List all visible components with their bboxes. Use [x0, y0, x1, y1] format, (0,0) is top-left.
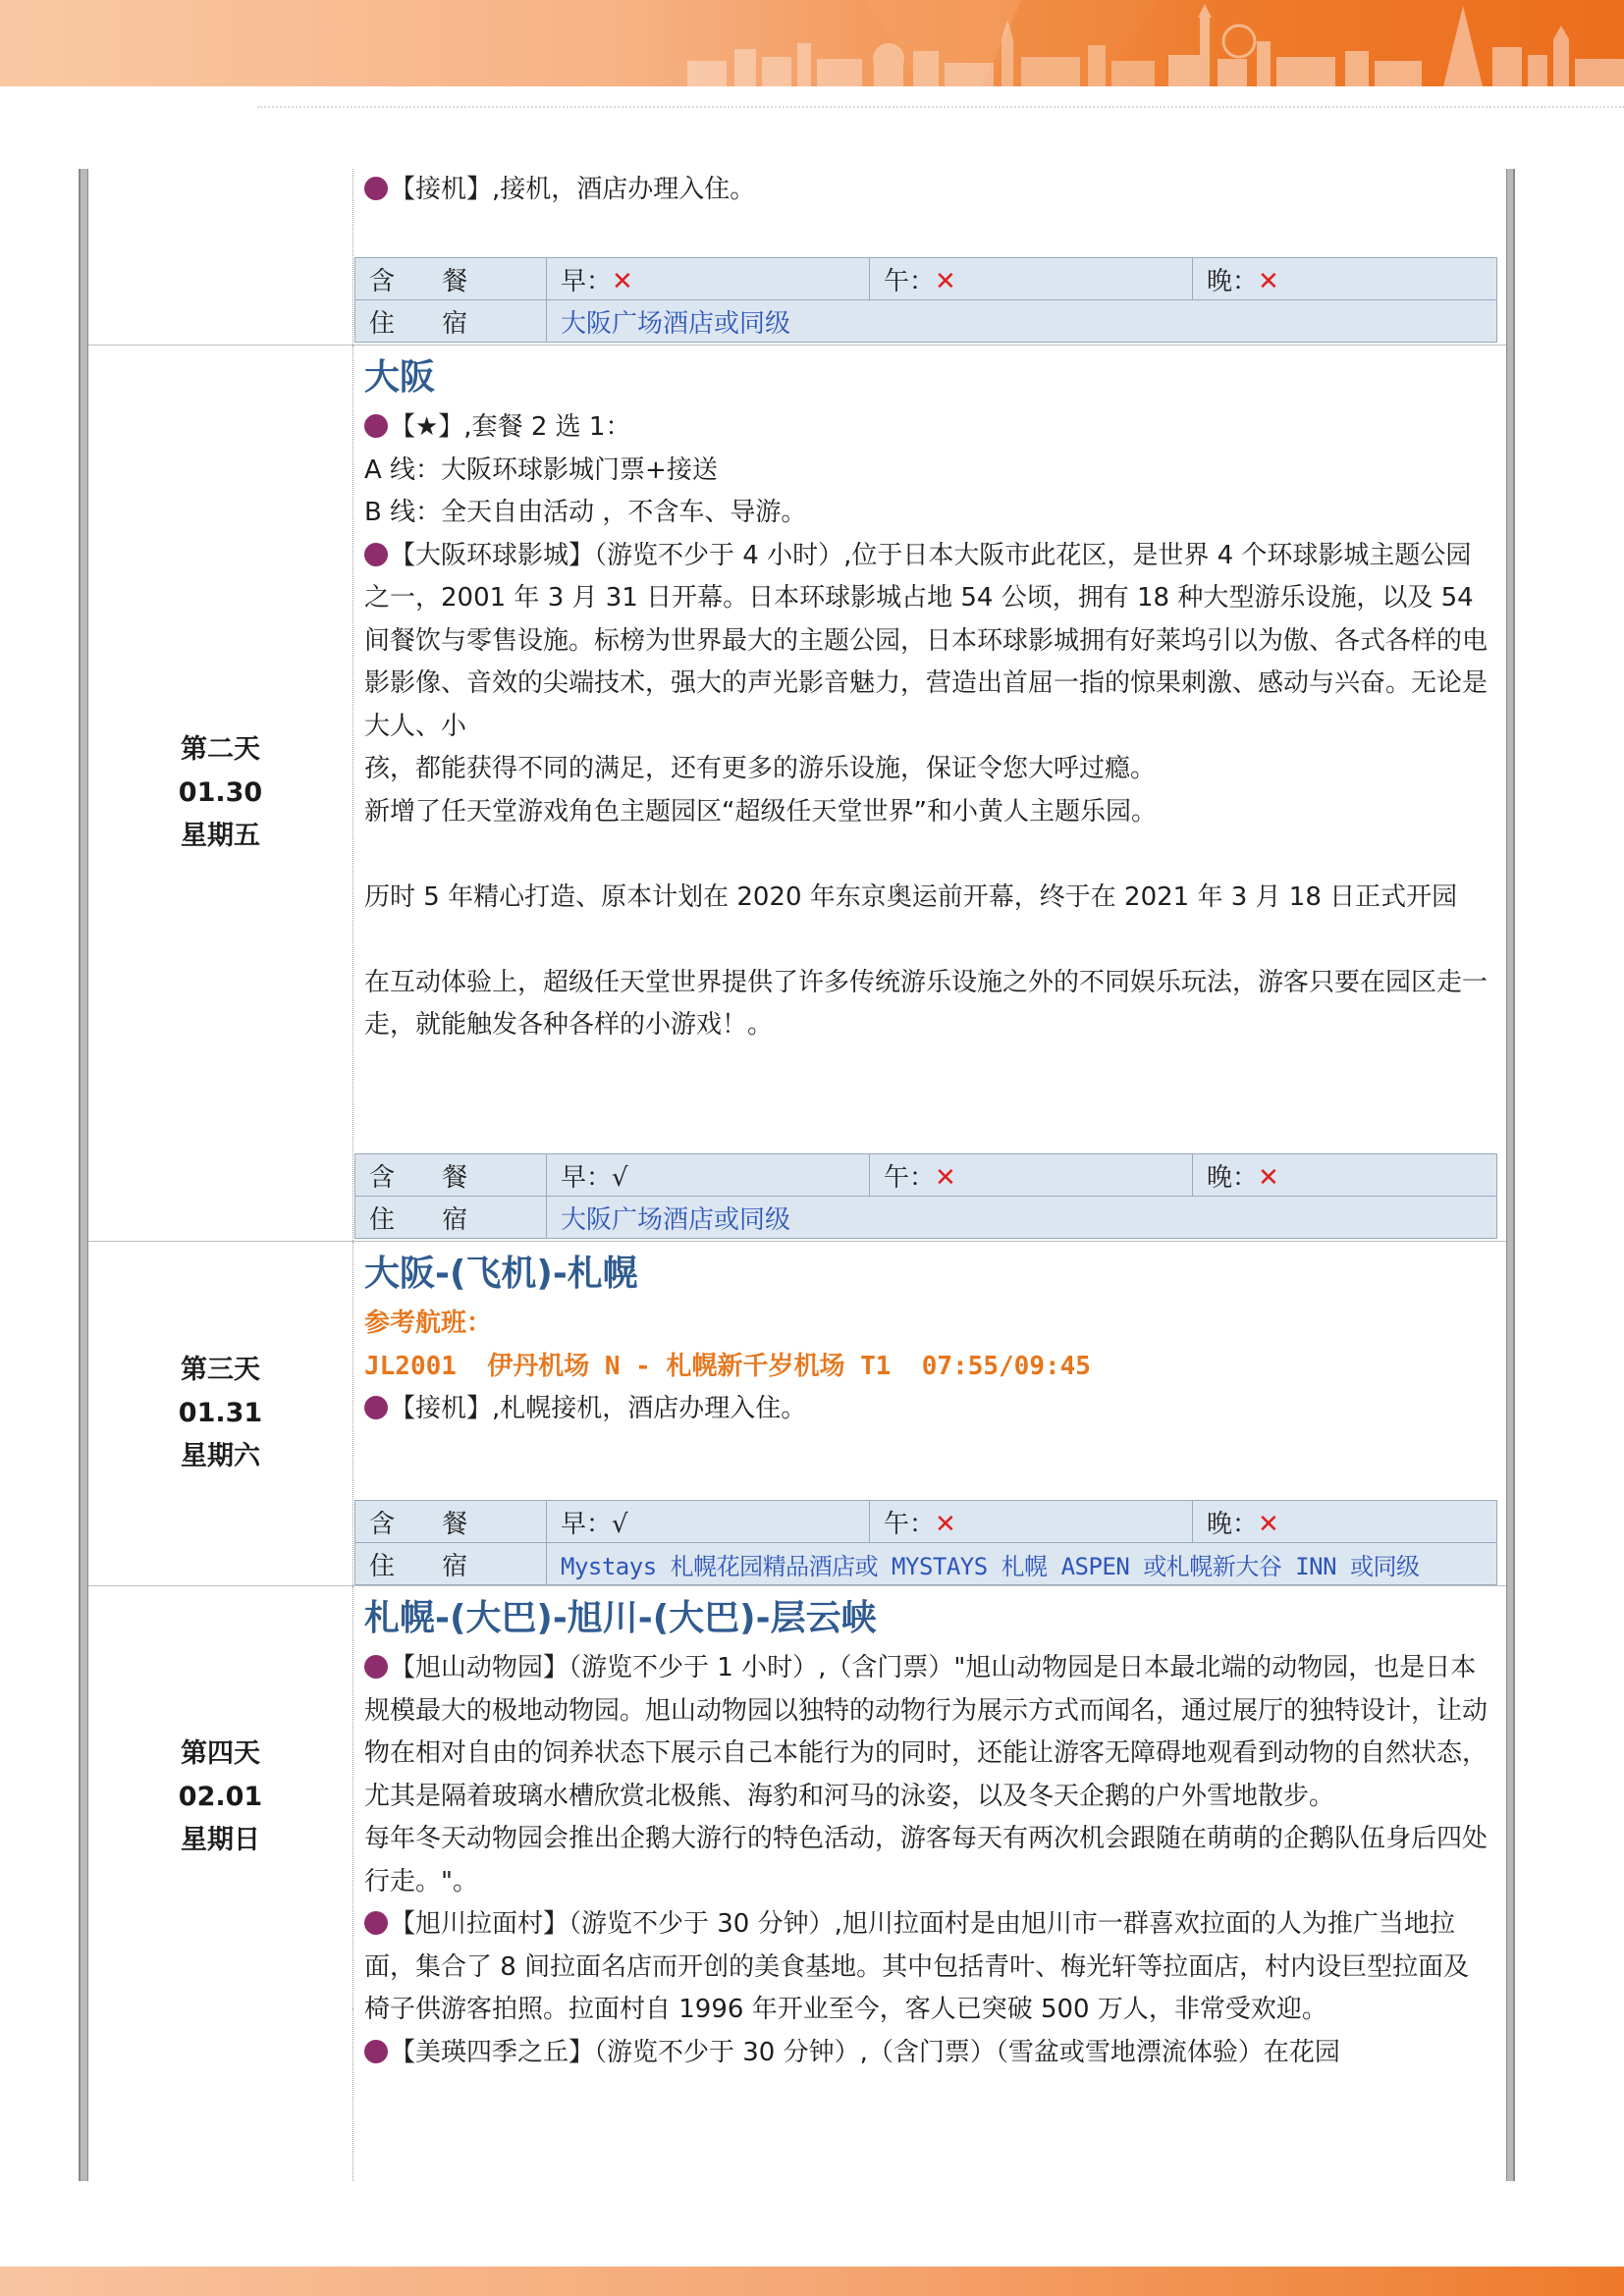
- activity-paragraph: 【★】,套餐 2 选 1：: [364, 406, 1493, 450]
- frame-right-border: [1506, 169, 1515, 2181]
- day-weekday: 星期日: [181, 1825, 260, 1855]
- activity-paragraph: 【旭山动物园】（游览不少于 1 小时）,（含门票）"旭山动物园是日本最北端的动物园，也是日本规模最大的极地动物园。旭山动物园以独特的动物行为展示方式而闻名，通过展厅的独特设计，让动物在相对自由的饲养状态下展示自己本能行为的同时，还能让游客无障碍地观看到动物的自然状态，尤其是隔着玻璃水槽欣赏北极熊、海豹和河马的泳姿，以及冬天企鹅的户外雪地散步。: [364, 1653, 1489, 1811]
- activity-paragraph: 【美瑛四季之丘】（游览不少于 30 分钟）,（含门票）（雪盆或雪地漂流体验）在花园: [364, 2032, 1493, 2075]
- bullet-dot-icon: [364, 414, 388, 438]
- meal-hotel-table: [354, 1153, 1497, 1239]
- day-number: 第三天: [181, 1355, 260, 1385]
- dinner-cell: 晚：✕: [1193, 1501, 1497, 1543]
- option-b-text: B 线：全天自由活动 ，不含车、导游。: [364, 498, 807, 527]
- bullet-dot-icon: [364, 1655, 388, 1679]
- day-date: 02.01: [178, 1782, 263, 1812]
- meal-row: [355, 258, 1497, 300]
- day-date: 01.31: [178, 1398, 263, 1428]
- option-a-text: A 线：大阪环球影城门票+接送: [364, 454, 718, 485]
- day-row-3: [88, 1242, 1506, 1586]
- activity-paragraph: 【旭川拉面村】（游览不少于 30 分钟）,旭川拉面村是由旭川市一群喜欢拉面的人为推广当地拉面，集合了 8 间拉面名店而开创的美食基地。其中包括青叶、梅光轩等拉面店，村内设巨型拉面及椅子供游客拍照。拉面村自 1996 年开业至今，客人已突破 500 万人，非常受欢迎。: [364, 1909, 1470, 2024]
- day-label-spacer: [88, 2008, 353, 2181]
- breakfast-cell: 早：✕: [547, 258, 870, 300]
- flight-label: 参考航班：: [364, 1308, 493, 1338]
- day-row-4: [88, 1586, 1506, 2181]
- header-divider: [257, 106, 1624, 108]
- activity-paragraph: 【大阪环球影城】（游览不少于 4 小时）,位于日本大阪市此花区，是世界 4 个环球影城主题公园之一，2001 年 3 月 31 日开幕。日本环球影城占地 54 公顷，拥有 18 种大型游乐设施，以及 54 间餐饮与零售设施。标榜为世界最大的主题公园，日本环球影城拥有好莱坞引以为傲、各式各样的电影影像、音效的尖端技术，强大的声光影音魅力，营造出首屈一指的惊果刺激、感动与兴奋。无论是大人、小: [364, 540, 1489, 741]
- lunch-cell: 午：✕: [870, 1501, 1193, 1543]
- day-content-2: [364, 346, 1493, 1047]
- day-label-4: [88, 1586, 353, 2008]
- hotel-label: 住 宿: [355, 300, 547, 343]
- city-skyline-icon: [0, 0, 1624, 86]
- breakfast-cell: 早：√: [547, 1501, 870, 1543]
- hotel-value: Mystays 札幌花园精品酒店或 MYSTAYS 札幌 ASPEN 或札幌新大谷 INN 或同级: [547, 1543, 1497, 1585]
- day-number: 第二天: [181, 734, 260, 765]
- day-row-1: [88, 169, 1506, 346]
- itinerary-table: [79, 169, 1516, 2181]
- hotel-value: 大阪广场酒店或同级: [547, 1197, 1497, 1239]
- lunch-cell: 午：✕: [870, 1154, 1193, 1197]
- meal-row: [355, 1154, 1497, 1197]
- hotel-row: [355, 300, 1497, 343]
- lunch-cell: 午：✕: [870, 258, 1193, 300]
- day-weekday: 星期五: [181, 821, 260, 851]
- paragraph-text: 每年冬天动物园会推出企鹅大游行的特色活动，游客每天有两次机会跟随在萌萌的企鹅队伍身后四处行走。"。: [364, 1824, 1489, 1896]
- breakfast-cell: 早：√: [547, 1154, 870, 1197]
- dinner-cell: 晚：✕: [1193, 1154, 1497, 1197]
- paragraph-text: 新增了任天堂游戏角色主题园区“超级任天堂世界”和小黄人主题乐园。: [364, 796, 1157, 827]
- activity-paragraph: 【接机】,札幌接机，酒店办理入住。: [364, 1388, 1493, 1431]
- bullet-dot-icon: [364, 1396, 388, 1419]
- day-weekday: 星期六: [181, 1441, 260, 1471]
- meal-label: 含 餐: [355, 1501, 547, 1543]
- meal-label: 含 餐: [355, 1154, 547, 1197]
- day-number: 第四天: [181, 1738, 260, 1769]
- paragraph-text: 在互动体验上，超级任天堂世界提供了许多传统游乐设施之外的不同娱乐玩法，游客只要在园区走一走，就能触发各种各样的小游戏！。: [364, 967, 1489, 1040]
- paragraph-text: 孩，都能获得不同的满足，还有更多的游乐设施，保证令您大呼过瘾。: [364, 754, 1157, 783]
- bullet-dot-icon: [364, 2040, 388, 2063]
- hotel-row: [355, 1543, 1497, 1585]
- day-date: 01.30: [178, 777, 263, 808]
- activity-paragraph: 【接机】,接机，酒店办理入住。: [364, 169, 1493, 212]
- hotel-label: 住 宿: [355, 1543, 547, 1585]
- flight-info: JL2001 伊丹机场 N - 札幌新千岁机场 T1 07:55/09:45: [364, 1351, 1091, 1381]
- frame-left-border: [79, 169, 88, 2181]
- bullet-dot-icon: [364, 1911, 388, 1935]
- page-footer-band: [0, 2267, 1624, 2296]
- meal-label: 含 餐: [355, 258, 547, 300]
- day-label-2: [88, 346, 353, 1241]
- hotel-value: 大阪广场酒店或同级: [547, 300, 1497, 343]
- meal-hotel-table: [354, 257, 1497, 343]
- hotel-row: [355, 1197, 1497, 1239]
- day-title: 大阪-(飞机)-札幌: [364, 1254, 638, 1294]
- dinner-cell: 晚：✕: [1193, 258, 1497, 300]
- meal-hotel-table: [354, 1500, 1497, 1585]
- day-row-2: [88, 346, 1506, 1242]
- paragraph-text: 历时 5 年精心打造、原本计划在 2020 年东京奥运前开幕，终于在 2021 年 3 月 18 日正式开园: [364, 881, 1458, 912]
- day-title: 大阪: [364, 357, 436, 398]
- page-header-banner: [0, 0, 1624, 86]
- day-content-1: [364, 169, 1493, 212]
- hotel-label: 住 宿: [355, 1197, 547, 1239]
- bullet-dot-icon: [364, 177, 388, 200]
- meal-row: [355, 1501, 1497, 1543]
- day-content-3: [364, 1242, 1493, 1431]
- day-content-4: [364, 1586, 1493, 2074]
- day-title: 札幌-(大巴)-旭川-(大巴)-层云峡: [364, 1598, 877, 1638]
- day-label-1: [88, 169, 353, 345]
- bullet-dot-icon: [364, 543, 388, 566]
- day-label-3: [88, 1242, 353, 1585]
